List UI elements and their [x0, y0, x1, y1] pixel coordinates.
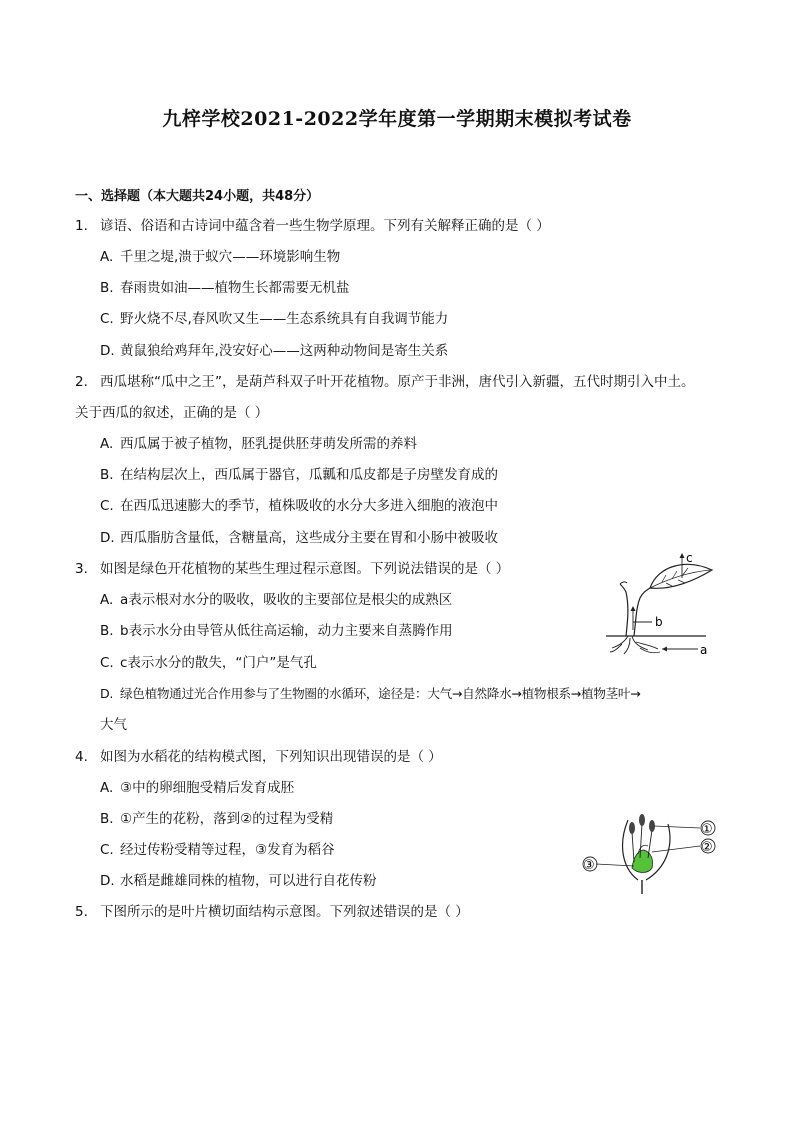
- question-3: [75, 559, 509, 579]
- question-number: 1.: [75, 218, 88, 234]
- option-letter: C.: [100, 498, 114, 514]
- option-text: 千里之堤,溃于蚁穴——环境影响生物: [120, 249, 341, 265]
- stem-right-edge: [634, 588, 650, 636]
- question-stem: 下图所示的是叶片横切面结构示意图。下列叙述错误的是（ ）: [100, 904, 469, 920]
- option-1d: [100, 341, 448, 361]
- option-2c: [100, 496, 498, 516]
- stamen-filament: [632, 832, 634, 862]
- question-stem: 西瓜堪称“瓜中之王”，是葫芦科双子叶开花植物。原产于非洲，唐代引入新疆，五代时期引入中土。: [100, 374, 695, 390]
- label-a: a: [700, 643, 708, 657]
- option-text: 西瓜脂肪含量低，含糖量高，这些成分主要在胃和小肠中被吸收: [120, 530, 498, 546]
- option-4a: [100, 778, 294, 798]
- option-1b: [100, 278, 350, 298]
- option-text: 经过传粉受精等过程，③发育为稻谷: [120, 842, 335, 858]
- page-title: 九梓学校2021-2022学年度第一学期期末模拟考试卷: [162, 108, 632, 130]
- option-3d-continued: 大气: [100, 717, 127, 733]
- option-1c: [100, 309, 448, 329]
- option-4d: [100, 871, 377, 891]
- option-2a: [100, 434, 417, 454]
- stem-left-edge: [620, 584, 628, 636]
- option-letter: B.: [100, 280, 114, 296]
- option-letter: C.: [100, 655, 114, 671]
- option-letter: D.: [100, 530, 115, 546]
- label-1: ①: [701, 822, 713, 837]
- option-text: b表示水分由导管从低往高运输，动力主要来自蒸腾作用: [120, 623, 453, 639]
- question-number: 4.: [75, 749, 88, 765]
- rice-flower-figure: [582, 810, 722, 896]
- option-2d: [100, 528, 498, 548]
- label-b: b: [655, 615, 663, 629]
- option-letter: A.: [100, 592, 114, 608]
- option-letter: A.: [100, 436, 114, 452]
- question-4: [75, 747, 442, 767]
- leaf-shape: [650, 564, 712, 588]
- option-text: ①产生的花粉，落到②的过程为受精: [120, 811, 334, 827]
- option-letter: D.: [100, 343, 115, 359]
- option-text: 黄鼠狼给鸡拜年,没安好心——这两种动物间是寄生关系: [120, 343, 449, 359]
- question-2-stem-continued: 关于西瓜的叙述，正确的是（ ）: [75, 405, 269, 421]
- question-stem: 如图是绿色开花植物的某些生理过程示意图。下列说法错误的是（ ）: [100, 561, 510, 577]
- option-text: 春雨贵如油——植物生长都需要无机盐: [120, 280, 350, 296]
- option-2b: [100, 465, 498, 485]
- anther: [629, 822, 635, 834]
- question-stem: 如图为水稻花的结构模式图，下列知识出现错误的是（ ）: [100, 749, 442, 765]
- option-3c: [100, 653, 317, 673]
- question-number: 2.: [75, 374, 88, 390]
- option-3d: [100, 684, 640, 704]
- option-text: 绿色植物通过光合作用参与了生物圈的水循环，途径是：大气→自然降水→植物根系→植物茎叶→: [120, 686, 641, 701]
- plant-transpiration-figure: [600, 548, 720, 660]
- option-text: 西瓜属于被子植物，胚乳提供胚芽萌发所需的养料: [120, 436, 417, 452]
- option-text: 在西瓜迅速膨大的季节，植株吸收的水分大多进入细胞的液泡中: [120, 498, 498, 514]
- option-text: a表示根对水分的吸收，吸收的主要部位是根尖的成熟区: [120, 592, 453, 608]
- question-5: [75, 902, 469, 922]
- option-4c: [100, 840, 335, 860]
- section-heading: 一、选择题（本大题共24小题，共48分）: [75, 189, 320, 204]
- label-c: c: [686, 551, 693, 565]
- option-3b: [100, 621, 453, 641]
- option-letter: A.: [100, 249, 114, 265]
- option-letter: B.: [100, 811, 114, 827]
- option-1a: [100, 247, 340, 267]
- leaf-vein: [650, 570, 710, 588]
- option-3a: [100, 590, 452, 610]
- question-stem: 谚语、俗语和古诗词中蕴含着一些生物学原理。下列有关解释正确的是（ ）: [100, 218, 550, 234]
- option-text: 水稻是雌雄同株的植物，可以进行自花传粉: [120, 873, 377, 889]
- question-number: 5.: [75, 904, 88, 920]
- question-number: 3.: [75, 561, 88, 577]
- leader-1: [654, 826, 700, 828]
- question-1: [75, 216, 550, 236]
- pistil: [632, 850, 653, 873]
- option-text: c表示水分的散失，“门户”是气孔: [120, 655, 317, 671]
- option-text: 野火烧不尽,春风吹又生——生态系统具有自我调节能力: [120, 311, 449, 327]
- option-4b: [100, 809, 333, 829]
- roots: [610, 636, 660, 654]
- glume-right: [646, 824, 670, 880]
- leader-2: [652, 846, 700, 852]
- option-letter: D.: [100, 873, 115, 889]
- option-text: ③中的卵细胞受精后发育成胚: [120, 780, 295, 796]
- leader-3: [596, 864, 634, 866]
- label-2: ②: [701, 840, 713, 855]
- option-letter: B.: [100, 467, 114, 483]
- option-letter: D.: [100, 686, 114, 701]
- option-letter: B.: [100, 623, 114, 639]
- label-3: ③: [583, 858, 595, 873]
- option-letter: A.: [100, 780, 114, 796]
- question-2: [75, 372, 695, 392]
- option-text: 在结构层次上，西瓜属于器官，瓜瓤和瓜皮都是子房壁发育成的: [120, 467, 498, 483]
- option-letter: C.: [100, 842, 114, 858]
- option-letter: C.: [100, 311, 114, 327]
